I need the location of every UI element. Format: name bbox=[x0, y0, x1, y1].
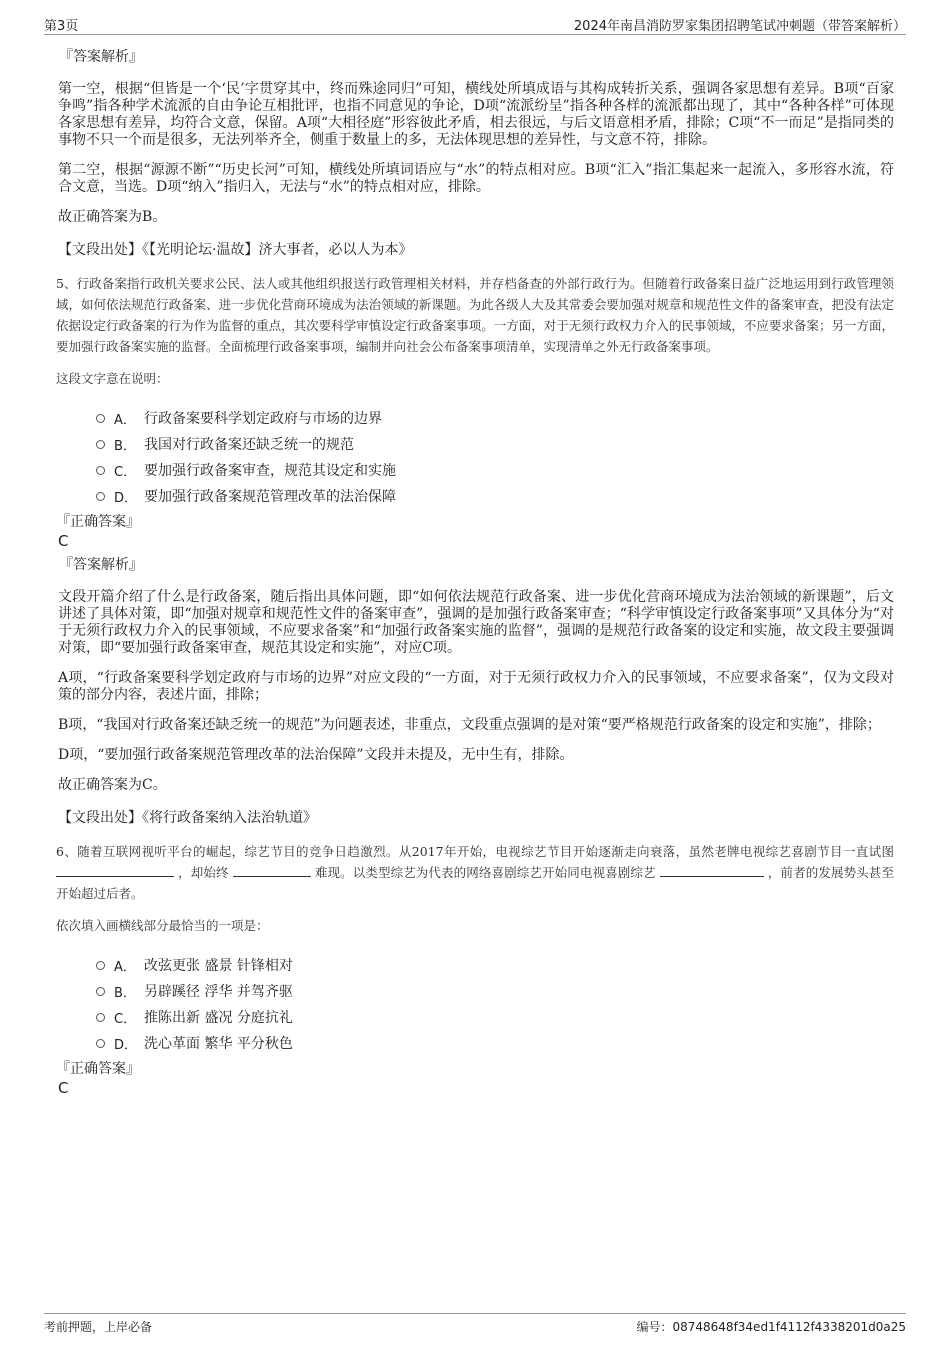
answer-conclusion: 故正确答案为C。 bbox=[58, 777, 167, 793]
question-5-text: 5、行政备案指行政机关要求公民、法人或其他组织报送行政管理相关材料，并存档备查的外部行政行为。但随着行政备案日益广泛地运用到行政管理领域，如何依法规范行政备案、进一步优化营商环境成为法治领域的新课题。为此各级人大及其常委会要加强对规章和规范性文件的备案审查，把没有法定依据设定行政备案的行为作为监督的重点，其次要科学审慎设定行政备案事项。一方面，对于无须行政权力介入的民事领域，不应要求备案；另一方面，要加强行政备案实施的监督。全面梳理行政备案事项，编制并向社会公布备案事项清单，实现清单之外无行政备案事项。 bbox=[56, 276, 894, 354]
option-b[interactable] bbox=[96, 431, 894, 457]
correct-answer-value: C bbox=[58, 1079, 69, 1097]
question-text-segment: ，前者的发展势头甚至开始超过后者。 bbox=[56, 865, 894, 901]
fill-blank-1 bbox=[56, 862, 174, 877]
option-letter: A． bbox=[114, 959, 136, 975]
option-letter: B． bbox=[114, 438, 136, 454]
option-text: 行政备案要科学划定政府与市场的边界 bbox=[144, 411, 382, 427]
option-d[interactable] bbox=[96, 483, 894, 509]
analysis-paragraph: D项，“要加强行政备案规范管理改革的法治保障”文段并未提及，无中生有，排除。 bbox=[58, 747, 574, 763]
radio-icon[interactable] bbox=[96, 492, 105, 501]
footer-slogan: 考前押题，上岸必备 bbox=[44, 1320, 153, 1334]
document-code: 编号：08748648f34ed1f4112f4338201d0a25 bbox=[636, 1320, 906, 1334]
option-c[interactable] bbox=[96, 1004, 894, 1030]
option-letter: B． bbox=[114, 985, 136, 1001]
correct-answer-value: C bbox=[58, 532, 69, 550]
analysis-paragraph: B项，“我国对行政备案还缺乏统一的规范”为问题表述，非重点，文段重点强调的是对策“要严格规范行政备案的设定和实施”，排除； bbox=[58, 717, 881, 733]
correct-answer-label: 『正确答案』 bbox=[56, 514, 140, 530]
radio-icon[interactable] bbox=[96, 961, 105, 970]
document-title: 2024年南昌消防罗家集团招聘笔试冲刺题（带答案解析） bbox=[573, 19, 906, 34]
question-text-segment: ，却始终 bbox=[178, 865, 229, 880]
question-6-options bbox=[96, 952, 894, 1056]
analysis-paragraph: 第二空，根据“源源不断”“历史长河”可知，横线处所填词语应与“水”的特点相对应。B项“汇入”指汇集起来一起流入，多形容水流，符合文意，当选。D项“纳入”指归入，无法与“水”的特点相对应，排除。 bbox=[58, 162, 894, 195]
source-citation: 【文段出处】《【光明论坛·温故】济大事者，必以人为本》 bbox=[58, 242, 413, 258]
option-text: 要加强行政备案规范管理改革的法治保障 bbox=[144, 489, 396, 505]
option-letter: A． bbox=[114, 412, 136, 428]
question-text-segment: 6、随着互联网视听平台的崛起，综艺节目的竞争日趋激烈。从2017年开始，电视综艺节目开始逐渐走向衰落，虽然老牌电视综艺喜剧节目一直试图 bbox=[56, 844, 894, 859]
question-5-prompt: 这段文字意在说明： bbox=[56, 371, 169, 386]
option-a[interactable] bbox=[96, 405, 894, 431]
analysis-paragraph: 文段开篇介绍了什么是行政备案，随后指出具体问题，即“如何依法规范行政备案、进一步优化营商环境成为法治领域的新课题”，后文讲述了具体对策，即“加强对规章和规范性文件的备案审查”，强调的是加强行政备案审查；“科学审慎设定行政备案事项”又具体分为“对于无须行政权力介入的民事领域，不应要求备案”和“加强行政备案实施的监督”，强调的是规范行政备案的设定和实施，故文段主要强调对策，即“要加强行政备案审查，规范其设定和实施”，对应C项。 bbox=[58, 589, 894, 656]
fill-blank-3 bbox=[660, 862, 764, 877]
option-a[interactable] bbox=[96, 952, 894, 978]
page-header bbox=[44, 12, 906, 35]
question-text-segment: 难现。以类型综艺为代表的网络喜剧综艺开始同电视喜剧综艺 bbox=[314, 865, 656, 880]
fill-blank-2 bbox=[233, 862, 311, 877]
option-text: 另辟蹊径 浮华 并驾齐驱 bbox=[144, 984, 293, 1000]
analysis-paragraph: 第一空，根据“但皆是一个‘民’字贯穿其中，终而殊途同归”可知，横线处所填成语与其构成转折关系，强调各家思想有差异。B项“百家争鸣”指各种学术流派的自由争论互相批评，也指不同意见的争论，D项“流派纷呈”指各种各样的流派都出现了，其中“各种各样”可体现各家思想有差异，均符合文意，保留。A项“大相径庭”形容彼此矛盾，相去很远，与后文语意相矛盾，排除；C项“不一而足”是指同类的事物不只一个而是很多，无法列举齐全，侧重于数量上的多，无法体现思想的差异性，与文意不符，排除。 bbox=[58, 81, 894, 148]
option-text: 洗心革面 繁华 平分秋色 bbox=[144, 1036, 293, 1052]
question-5-options bbox=[96, 405, 894, 509]
option-text: 要加强行政备案审查，规范其设定和实施 bbox=[144, 463, 396, 479]
answer-conclusion: 故正确答案为B。 bbox=[58, 209, 167, 225]
option-letter: D． bbox=[114, 490, 138, 506]
page-content bbox=[56, 46, 894, 1101]
radio-icon[interactable] bbox=[96, 414, 105, 423]
analysis-label: 『答案解析』 bbox=[59, 557, 143, 573]
radio-icon[interactable] bbox=[96, 987, 105, 996]
page-footer bbox=[44, 1313, 906, 1336]
option-letter: D． bbox=[114, 1037, 138, 1053]
question-6-prompt: 依次填入画横线部分最恰当的一项是： bbox=[56, 918, 269, 933]
radio-icon[interactable] bbox=[96, 466, 105, 475]
source-citation: 【文段出处】《将行政备案纳入法治轨道》 bbox=[58, 810, 317, 826]
correct-answer-label: 『正确答案』 bbox=[56, 1061, 140, 1077]
option-text: 推陈出新 盛况 分庭抗礼 bbox=[144, 1010, 293, 1026]
option-b[interactable] bbox=[96, 978, 894, 1004]
page-number: 第3页 bbox=[44, 19, 79, 34]
option-text: 我国对行政备案还缺乏统一的规范 bbox=[144, 437, 354, 453]
analysis-paragraph: A项，“行政备案要科学划定政府与市场的边界”对应文段的“一方面，对于无须行政权力介入的民事领域，不应要求备案”，仅为文段对策的部分内容，表述片面，排除； bbox=[58, 670, 894, 703]
radio-icon[interactable] bbox=[96, 1039, 105, 1048]
question-6-text bbox=[56, 841, 894, 904]
option-text: 改弦更张 盛景 针锋相对 bbox=[144, 958, 293, 974]
radio-icon[interactable] bbox=[96, 1013, 105, 1022]
radio-icon[interactable] bbox=[96, 440, 105, 449]
option-d[interactable] bbox=[96, 1030, 894, 1056]
option-letter: C． bbox=[114, 464, 137, 480]
option-c[interactable] bbox=[96, 457, 894, 483]
option-letter: C． bbox=[114, 1011, 137, 1027]
analysis-label: 『答案解析』 bbox=[59, 49, 143, 65]
